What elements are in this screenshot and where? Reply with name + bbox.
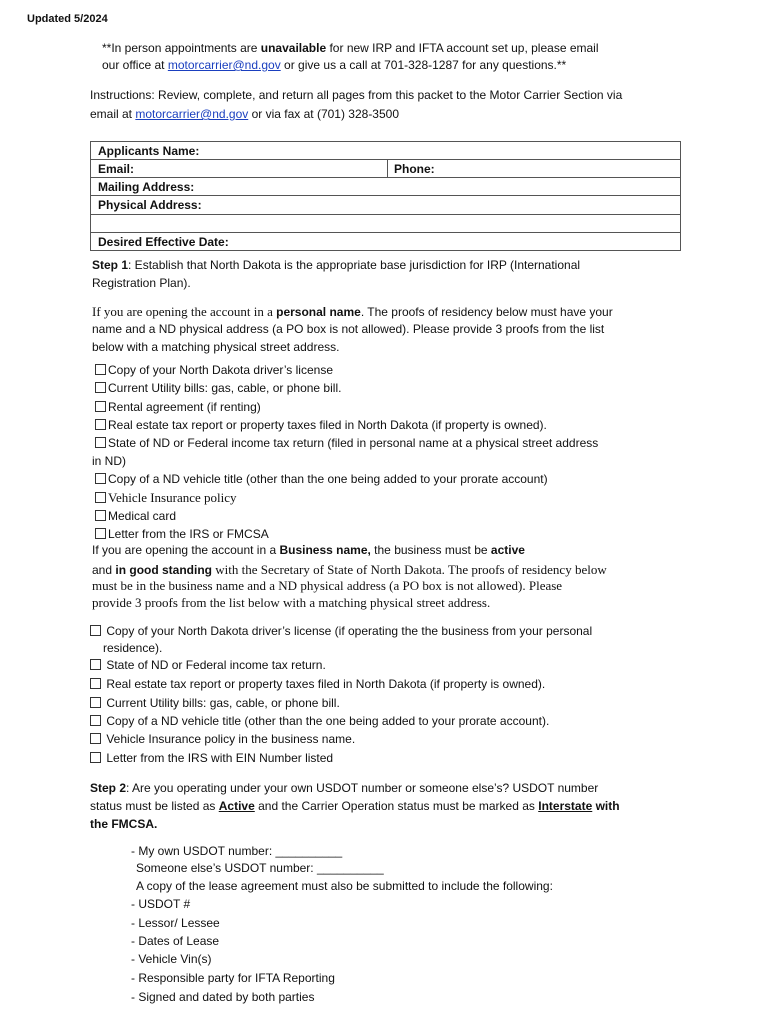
personal-item[interactable]: Letter from the IRS or FMCSA <box>95 527 269 541</box>
business-item[interactable]: Vehicle Insurance policy in the business name. <box>90 732 355 746</box>
cell-divider <box>387 159 388 177</box>
own-usdot-field[interactable]: - My own USDOT number: __________ <box>131 844 343 858</box>
personal-item-continuation: in ND) <box>92 454 127 468</box>
checkbox[interactable] <box>95 364 106 375</box>
lease-item: - Responsible party for IFTA Reporting <box>131 971 335 985</box>
effective-date-field[interactable]: Desired Effective Date: <box>98 235 229 249</box>
checkbox[interactable] <box>95 419 106 430</box>
email-link[interactable]: motorcarrier@nd.gov <box>167 58 281 72</box>
business-item[interactable]: Letter from the IRS with EIN Number listed <box>90 751 333 765</box>
business-item[interactable]: Current Utility bills: gas, cable, or phone bill. <box>90 696 340 710</box>
business-line-1: If you are opening the account in a Business name, the business must be active <box>92 543 525 557</box>
personal-line-1: If you are opening the account in a personal name. The proofs of residency below must have your <box>92 304 613 319</box>
checkbox[interactable] <box>95 437 106 448</box>
personal-item[interactable]: Copy of your North Dakota driver’s license <box>95 363 333 377</box>
lease-item: - Vehicle Vin(s) <box>131 952 212 966</box>
checkbox[interactable] <box>90 625 101 636</box>
checkbox[interactable] <box>90 678 101 689</box>
personal-item[interactable]: Real estate tax report or property taxes filed in North Dakota (if property is owned). <box>95 418 547 432</box>
personal-item[interactable]: Vehicle Insurance policy <box>95 490 237 506</box>
else-usdot-field[interactable]: Someone else’s USDOT number: __________ <box>136 861 384 875</box>
step2-line-3: the FMCSA. <box>90 817 158 831</box>
lease-note: A copy of the lease agreement must also be submitted to include the following: <box>136 879 553 893</box>
checkbox[interactable] <box>95 401 106 412</box>
personal-item[interactable]: Medical card <box>95 509 176 523</box>
business-item[interactable]: Real estate tax report or property taxes filed in North Dakota (if property is owned). <box>90 677 545 691</box>
personal-item[interactable]: Copy of a ND vehicle title (other than the one being added to your prorate account) <box>95 472 548 486</box>
lease-item: - USDOT # <box>131 897 191 911</box>
lease-item: - Dates of Lease <box>131 934 220 948</box>
blank-row[interactable] <box>91 214 680 233</box>
notice-line-1: **In person appointments are unavailable for new IRP and IFTA account set up, please email <box>102 41 599 55</box>
email-link[interactable]: motorcarrier@nd.gov <box>135 107 249 121</box>
email-field[interactable]: Email: <box>98 162 135 176</box>
applicant-name-field[interactable]: Applicants Name: <box>98 144 200 158</box>
checkbox[interactable] <box>95 473 106 484</box>
checkbox[interactable] <box>95 382 106 393</box>
checkbox[interactable] <box>95 510 106 521</box>
business-line-4: provide 3 proofs from the list below with a matching physical street address. <box>92 595 491 610</box>
checkbox[interactable] <box>90 733 101 744</box>
business-line-2: and in good standing with the Secretary of State of North Dakota. The proofs of residency below <box>92 562 607 577</box>
business-item[interactable]: Copy of your North Dakota driver’s license (if operating the the business from your personal <box>90 624 592 638</box>
lease-item: - Signed and dated by both parties <box>131 990 315 1004</box>
personal-line-2: name and a ND physical address (a PO box is not allowed). Please provide 3 proofs from the list <box>92 322 605 336</box>
checkbox[interactable] <box>90 752 101 763</box>
business-item[interactable]: State of ND or Federal income tax return. <box>90 658 326 672</box>
checkbox[interactable] <box>90 697 101 708</box>
checkbox[interactable] <box>90 659 101 670</box>
business-item-continuation: residence). <box>103 641 163 655</box>
step2-line-2: status must be listed as Active and the Carrier Operation status must be marked as Interstate with <box>90 799 620 813</box>
applicant-info-table <box>90 141 681 251</box>
lease-item: - Lessor/ Lessee <box>131 916 220 930</box>
personal-item[interactable]: State of ND or Federal income tax return (filed in personal name at a physical street address <box>95 436 598 450</box>
personal-item[interactable]: Current Utility bills: gas, cable, or phone bill. <box>95 381 341 395</box>
personal-item[interactable]: Rental agreement (if renting) <box>95 400 261 414</box>
checkbox[interactable] <box>95 492 106 503</box>
instructions-line-2: email at motorcarrier@nd.gov or via fax at (701) 328-3500 <box>90 107 400 121</box>
instructions-line-1: Instructions: Review, complete, and return all pages from this packet to the Motor Carrier Section via <box>90 88 623 102</box>
mailing-address-field[interactable]: Mailing Address: <box>98 180 195 194</box>
step1-line-2: Registration Plan). <box>92 276 191 290</box>
updated-date: Updated 5/2024 <box>27 13 108 25</box>
step2-line-1: Step 2: Are you operating under your own USDOT number or someone else’s? USDOT number <box>90 781 599 795</box>
physical-address-field[interactable]: Physical Address: <box>98 198 202 212</box>
business-item[interactable]: Copy of a ND vehicle title (other than the one being added to your prorate account). <box>90 714 549 728</box>
notice-line-2: our office at motorcarrier@nd.gov or give us a call at 701-328-1287 for any questions.** <box>102 58 567 72</box>
business-line-3: must be in the business name and a ND physical address (a PO box is not allowed). Please <box>92 578 563 593</box>
personal-line-3: below with a matching physical street address. <box>92 340 340 354</box>
phone-field[interactable]: Phone: <box>394 162 435 176</box>
checkbox[interactable] <box>95 528 106 539</box>
step1-line-1: Step 1: Establish that North Dakota is the appropriate base jurisdiction for IRP (International <box>92 258 581 272</box>
checkbox[interactable] <box>90 715 101 726</box>
